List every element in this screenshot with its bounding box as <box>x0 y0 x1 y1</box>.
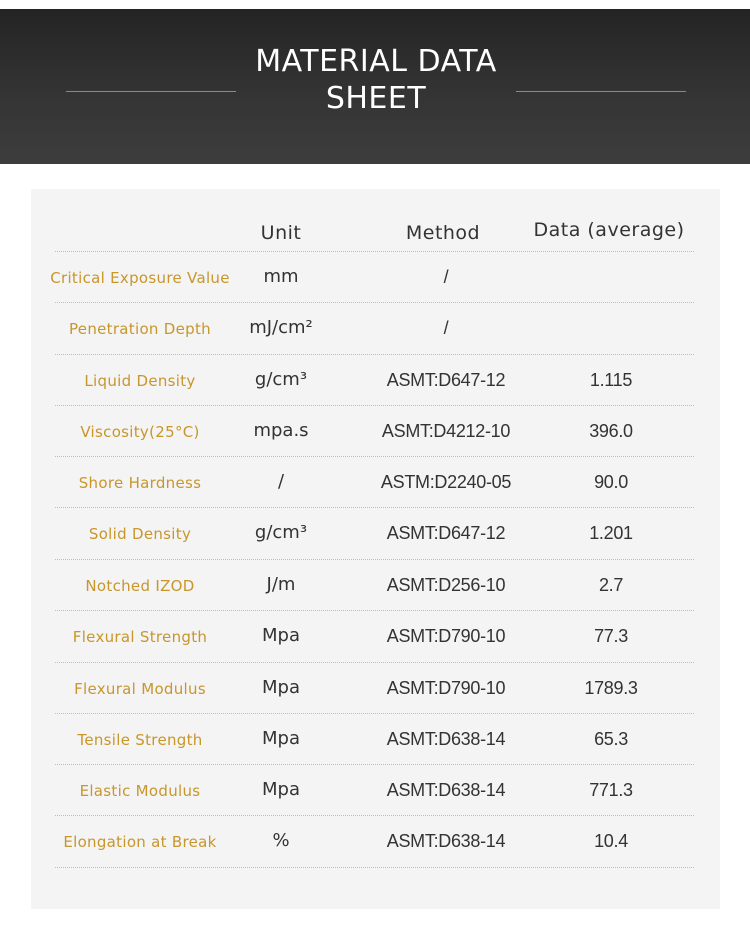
title-line-1: MATERIAL DATA <box>255 44 497 79</box>
unit-cell: mm <box>263 266 299 287</box>
banner-rule-left <box>66 91 236 92</box>
table-row <box>31 508 720 559</box>
data-cell: 1789.3 <box>584 678 638 698</box>
table-row <box>31 355 720 406</box>
data-cell: 1.115 <box>589 370 633 390</box>
unit-cell: Mpa <box>262 625 300 646</box>
table-row <box>31 252 720 303</box>
table-row <box>31 406 720 457</box>
header-banner <box>0 9 750 164</box>
property-cell: Viscosity(25°C) <box>80 422 200 441</box>
data-cell <box>531 303 691 354</box>
column-header-data: Data (average) <box>533 219 685 241</box>
data-cell: 77.3 <box>594 626 628 646</box>
data-cell: 65.3 <box>594 729 628 749</box>
property-cell: Critical Exposure Value <box>50 268 230 287</box>
method-cell: / <box>443 318 449 338</box>
data-cell: 90.0 <box>594 472 628 492</box>
property-cell: Flexural Modulus <box>74 679 206 698</box>
banner-rule-right <box>516 91 686 92</box>
row-divider <box>55 867 694 868</box>
table-row <box>31 663 720 714</box>
property-cell: Penetration Depth <box>68 319 211 338</box>
unit-cell: g/cm³ <box>254 522 308 543</box>
property-cell: Shore Hardness <box>78 473 202 492</box>
unit-cell: mJ/cm² <box>249 317 313 338</box>
data-cell <box>531 252 691 303</box>
unit-cell: g/cm³ <box>254 369 308 390</box>
table-header <box>31 189 720 251</box>
table-row <box>31 303 720 354</box>
table-row <box>31 560 720 611</box>
property-cell: Liquid Density <box>84 371 196 390</box>
data-cell: 10.4 <box>594 831 628 851</box>
data-table <box>31 189 720 909</box>
data-cell: 2.7 <box>598 575 624 595</box>
unit-cell: mpa.s <box>253 420 309 441</box>
column-header-method: Method <box>405 222 481 244</box>
property-cell: Tensile Strength <box>77 730 203 749</box>
table-row <box>31 765 720 816</box>
method-cell: ASMT:D638-14 <box>386 729 506 749</box>
table-row <box>31 816 720 867</box>
method-cell: ASMT:D647-12 <box>386 370 506 390</box>
data-cell: 771.3 <box>589 780 633 800</box>
property-cell: Flexural Strength <box>72 627 208 646</box>
page-title <box>236 43 516 117</box>
method-cell: ASMT:D4212-10 <box>381 421 511 441</box>
table-row <box>31 611 720 662</box>
unit-cell: Mpa <box>262 779 300 800</box>
method-cell: / <box>443 267 449 287</box>
method-cell: ASTM:D2240-05 <box>380 472 512 492</box>
unit-cell: % <box>272 830 290 851</box>
method-cell: ASMT:D647-12 <box>386 523 506 543</box>
table-row <box>31 457 720 508</box>
method-cell: ASMT:D638-14 <box>386 780 506 800</box>
unit-cell: Mpa <box>262 728 300 749</box>
property-cell: Notched IZOD <box>85 576 195 595</box>
data-cell: 396.0 <box>589 421 633 441</box>
title-line-2: SHEET <box>325 81 427 116</box>
property-cell: Elongation at Break <box>63 832 217 851</box>
unit-cell: / <box>277 471 285 492</box>
column-header-unit: Unit <box>260 222 302 244</box>
property-cell: Elastic Modulus <box>79 781 201 800</box>
method-cell: ASMT:D638-14 <box>386 831 506 851</box>
table-row <box>31 714 720 765</box>
method-cell: ASMT:D790-10 <box>386 678 506 698</box>
property-cell: Solid Density <box>88 524 192 543</box>
unit-cell: Mpa <box>262 677 300 698</box>
method-cell: ASMT:D790-10 <box>386 626 506 646</box>
data-cell: 1.201 <box>589 523 633 543</box>
unit-cell: J/m <box>266 574 296 595</box>
method-cell: ASMT:D256-10 <box>386 575 506 595</box>
